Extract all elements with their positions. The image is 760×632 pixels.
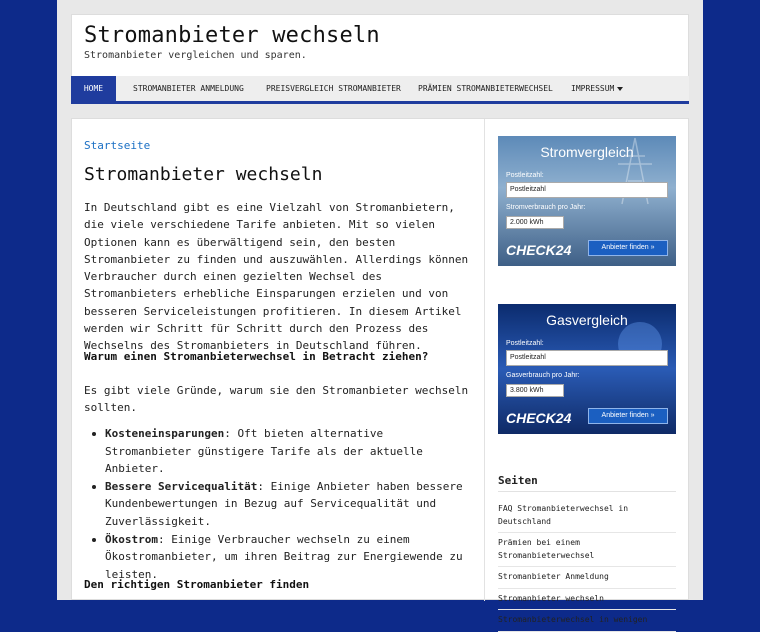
anbieter-finden-button[interactable]: Anbieter finden » bbox=[588, 240, 668, 256]
stromvergleich-widget bbox=[498, 136, 676, 266]
check24-logo: CHECK24 bbox=[506, 242, 572, 258]
section-heading-find: Den richtigen Stromanbieter finden bbox=[84, 578, 310, 591]
nav-item-praemien[interactable]: PRÄMIEN STROMANBIETERWECHSEL bbox=[418, 84, 553, 93]
site-description: Stromanbieter vergleichen und sparen. bbox=[84, 50, 307, 61]
widget-title: Gasvergleich bbox=[546, 312, 628, 328]
usage-label: Gasverbrauch pro Jahr: bbox=[506, 372, 580, 379]
anbieter-finden-button[interactable]: Anbieter finden » bbox=[588, 408, 668, 424]
sidebar-link[interactable]: Stromanbieterwechsel in wenigen bbox=[498, 610, 676, 632]
usage-select[interactable]: 2.000 kWh bbox=[506, 216, 564, 229]
list-item bbox=[92, 478, 472, 531]
site-header bbox=[71, 14, 689, 76]
column-divider bbox=[484, 119, 485, 601]
list-item-term: Kosteneinsparungen bbox=[105, 427, 225, 440]
nav-item-preisvergleich[interactable]: PREISVERGLEICH STROMANBIETER bbox=[266, 84, 401, 93]
postcode-label: Postleitzahl: bbox=[506, 340, 544, 347]
breadcrumb[interactable]: Startseite bbox=[84, 139, 151, 152]
widget-title: Stromvergleich bbox=[540, 144, 634, 160]
sidebar-title: Seiten bbox=[498, 474, 538, 487]
site-title[interactable]: Stromanbieter wechseln bbox=[84, 23, 380, 48]
list-item bbox=[92, 531, 472, 584]
page-title: Stromanbieter wechseln bbox=[84, 164, 323, 185]
sidebar-link[interactable]: Stromanbieter Anmeldung bbox=[498, 567, 676, 589]
section-text-why: Es gibt viele Gründe, warum sie den Stromanbieter wechseln sollten. bbox=[84, 384, 469, 415]
postcode-label: Postleitzahl: bbox=[506, 172, 544, 179]
section-heading-why: Warum einen Stromanbieterwechsel in Betracht ziehen? bbox=[84, 350, 429, 363]
intro-paragraph: In Deutschland gibt es eine Vielzahl von Stromanbietern, die viele verschiedene Tarife anbieten. Mit so vielen Optionen kann es überwältigend sein, den besten Stromanbieter zu finden und auszuwählen. Allerdings können Verbraucher durch einen gezielten Wechsel des Stromanbieters erhebliche Einsparungen erzielen und von besseren Serviceleistungen profitieren. In diesem Artikel werden wir Schritt für Schritt durch den Prozess des Wechselns des Stromanbieters in Deutschland führen. bbox=[84, 201, 469, 353]
list-item-term: Ökostrom bbox=[105, 532, 158, 546]
usage-select[interactable]: 3.800 kWh bbox=[506, 384, 564, 397]
list-item-text: : Einige Verbraucher wechseln zu einem Ökostromanbieter, um ihren Beitrag zur Energiewende zu leisten. bbox=[105, 532, 463, 581]
nav-item-home[interactable]: HOME bbox=[71, 76, 116, 101]
sidebar-link[interactable]: FAQ Stromanbieterwechsel in Deutschland bbox=[498, 499, 676, 533]
main-navigation bbox=[71, 76, 689, 104]
postcode-input[interactable]: Postleitzahl bbox=[506, 350, 668, 366]
nav-item-impressum-label: IMPRESSUM bbox=[571, 84, 615, 93]
nav-item-impressum[interactable] bbox=[571, 76, 623, 101]
list-item-text: : Einige Anbieter haben bessere Kundenbewertungen in Bezug auf Servicequalität und Zuverlässigkeit. bbox=[105, 479, 463, 528]
usage-label: Stromverbrauch pro Jahr: bbox=[506, 204, 586, 211]
sidebar-divider bbox=[498, 491, 676, 492]
list-item-term: Bessere Servicequalität bbox=[105, 479, 258, 493]
sidebar-pages-list bbox=[498, 499, 676, 632]
check24-logo: CHECK24 bbox=[506, 410, 572, 426]
sidebar-link[interactable]: Prämien bei einem Stromanbieterwechsel bbox=[498, 533, 676, 567]
list-item-text: : Oft bieten alternative Stromanbieter günstigere Tarife als der aktuelle Anbieter. bbox=[105, 427, 423, 476]
caret-down-icon bbox=[617, 87, 623, 91]
postcode-input[interactable]: Postleitzahl bbox=[506, 182, 668, 198]
content-area bbox=[71, 118, 689, 624]
gasvergleich-widget bbox=[498, 304, 676, 434]
page-wrapper bbox=[57, 0, 703, 624]
list-item bbox=[92, 425, 472, 478]
reasons-list bbox=[92, 425, 472, 583]
sidebar-link[interactable]: Stromanbieter wechseln bbox=[498, 589, 676, 611]
nav-item-stromanbieter-anmeldung[interactable]: STROMANBIETER ANMELDUNG bbox=[133, 84, 244, 93]
